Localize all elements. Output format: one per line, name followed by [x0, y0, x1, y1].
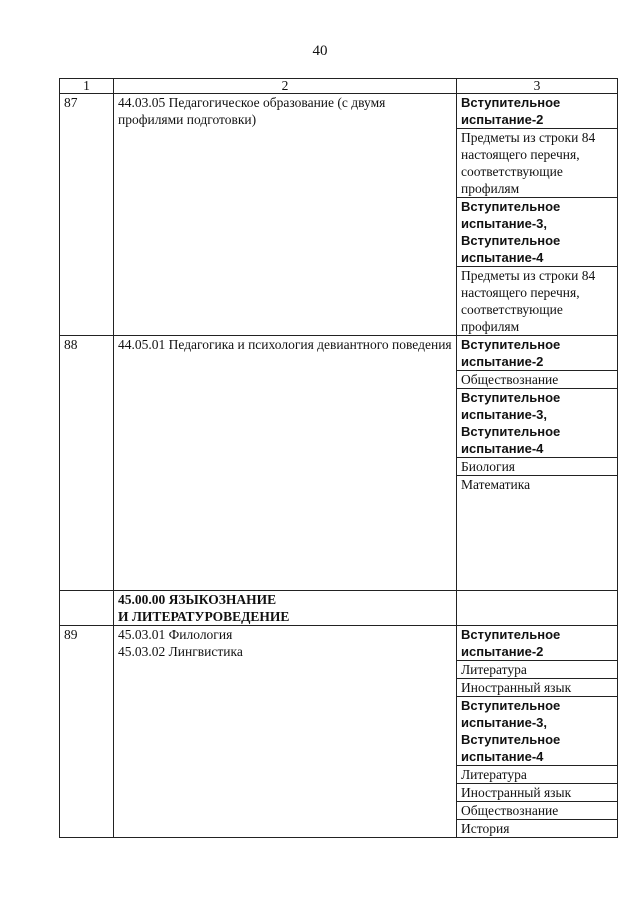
- section-row: [60, 591, 618, 626]
- row-number: 87: [60, 94, 114, 336]
- specialty-text: 44.03.05 Педагогическое образование (с двумя профилями подготовки): [118, 95, 386, 127]
- exam-subject: История: [457, 820, 618, 838]
- section-title-line: И ЛИТЕРАТУРОВЕДЕНИЕ: [118, 609, 290, 624]
- table-row: [60, 626, 618, 661]
- section-title: [114, 591, 457, 626]
- row-number: 89: [60, 626, 114, 838]
- exam-subjects: Предметы из строки 84 настоящего перечня, соответствующие профилям: [457, 267, 618, 336]
- exam-label: Вступительное испытание-2: [457, 94, 618, 129]
- specialty-text: 44.05.01 Педагогика и психология девиантного поведения: [118, 337, 452, 352]
- exam-subject: Иностранный язык: [457, 784, 618, 802]
- specialty-text: 45.03.01 Филология: [118, 627, 233, 642]
- exam-label: Вступительное испытание-3, Вступительное испытание-4: [457, 697, 618, 766]
- table-row: [60, 94, 618, 129]
- table-row: [60, 336, 618, 371]
- row-number: 88: [60, 336, 114, 591]
- exam-subject: Обществознание: [457, 371, 618, 389]
- page-number: 40: [312, 43, 328, 59]
- specialty-cell: [114, 336, 457, 591]
- exam-label: Вступительное испытание-3, Вступительное испытание-4: [457, 198, 618, 267]
- header-col-1: 1: [60, 79, 114, 94]
- exam-subject: Биология: [457, 458, 618, 476]
- exam-subject: Литература: [457, 661, 618, 679]
- exam-subjects: Предметы из строки 84 настоящего перечня, соответствующие профилям: [457, 129, 618, 198]
- exam-subject: Математика: [457, 476, 618, 591]
- section-title-line: 45.00.00 ЯЗЫКОЗНАНИЕ: [118, 592, 277, 607]
- exam-label: Вступительное испытание-2: [457, 336, 618, 371]
- empty-cell: [457, 591, 618, 626]
- admission-table: [59, 78, 617, 838]
- specialty-cell: [114, 626, 457, 838]
- exam-subject: Обществознание: [457, 802, 618, 820]
- exam-subject: Литература: [457, 766, 618, 784]
- exam-label: Вступительное испытание-3, Вступительное испытание-4: [457, 389, 618, 458]
- row-number: [60, 591, 114, 626]
- specialty-text: 45.03.02 Лингвистика: [118, 644, 243, 659]
- exam-label: Вступительное испытание-2: [457, 626, 618, 661]
- specialty-cell: [114, 94, 457, 336]
- table-header-row: [60, 79, 618, 94]
- header-col-3: 3: [457, 79, 618, 94]
- header-col-2: 2: [114, 79, 457, 94]
- exam-subject: Иностранный язык: [457, 679, 618, 697]
